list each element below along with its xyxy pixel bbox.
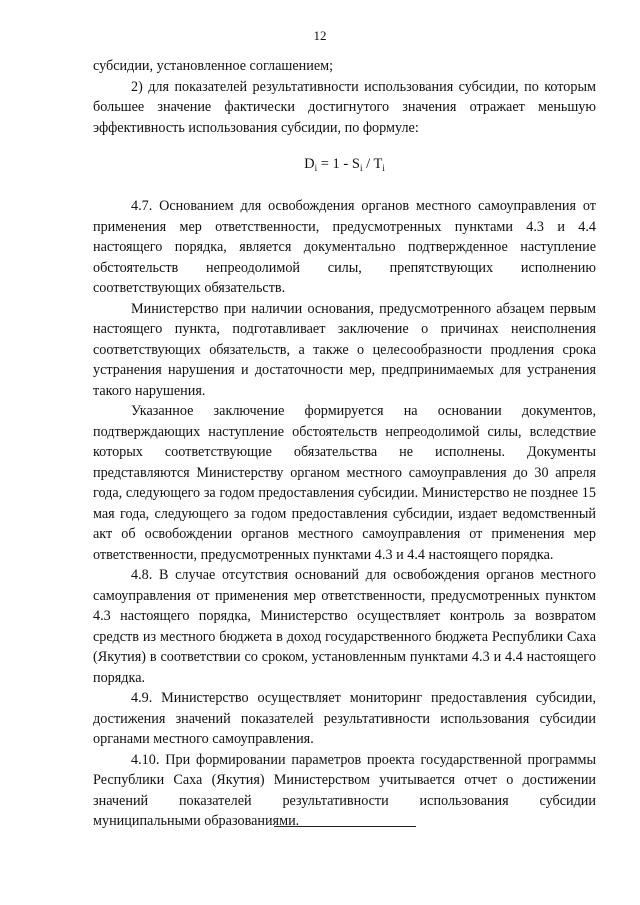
formula-t: T (373, 156, 383, 172)
formula-s-subscript: i (359, 163, 363, 173)
formula (93, 154, 596, 178)
paragraph-4-9: 4.9. Министерство осуществляет мониторинг предоставления субсидии, достижения значений показателей результативности использования субсидии органами местного самоуправления. (93, 690, 596, 747)
document-body (93, 56, 596, 832)
formula-equals: = 1 - (317, 156, 352, 172)
formula-d-subscript: i (314, 163, 318, 173)
paragraph-documents: Указанное заключение формируется на основании документов, подтверждающих наступление обстоятельств непреодолимой силы, вследствие которых соответствующие обязательства не исполнены. Документы представляются Министерству органом местного самоуправления до 30 апреля года, следующего за годом предоставления субсидии. Министерство не позднее 15 мая года, следующего за годом предоставления субсидии, издает ведомственный акт об освобождении органов местного самоуправления от применения мер ответственности, предусмотренных пунктами 4.3 и 4.4 настоящего порядка. (93, 403, 596, 563)
formula-divide: / (362, 156, 374, 172)
paragraph-ministry-conclusion: Министерство при наличии основания, предусмотренного абзацем первым настоящего пункта, подготавливает заключение о причинах неисполнения соответствующих обязательств, а также о целесообразности продления срока устранения нарушения и достаточности мер, предпринимаемых для устранения такого нарушения. (93, 300, 596, 399)
paragraph-continuation: субсидии, установленное соглашением; (93, 58, 334, 74)
paragraph-item-2: 2) для показателей результативности использования субсидии, по которым большее значение фактически достигнутого значения отражает меньшую эффективность использования субсидии, по формуле: (93, 78, 596, 136)
page-number: 12 (313, 28, 327, 43)
paragraph-4-7: 4.7. Основанием для освобождения органов местного самоуправления от применения мер ответственности, предусмотренных пунктами 4.3 и 4.4 настоящего порядка, является документально подтвержденное наступление обстоятельств непреодолимой силы, препятствующих исполнению соответствующих обязательств. (93, 198, 596, 296)
paragraph-4-8: 4.8. В случае отсутствия оснований для освобождения органов местного самоуправления от применения мер ответственности, предусмотренных пунктом 4.3 настоящего порядка, Министерство осуществляет контроль за возвратом средств из местного бюджета в доход государственного бюджета Республики Саха (Якутия) в соответствии со сроком, установленным пунктами 4.3 и 4.4 настоящего порядка. (93, 567, 596, 686)
paragraph-4-10: 4.10. При формировании параметров проекта государственной программы Республики Саха (Якутия) Министерством учитывается отчет о достижении значений показателей результативности использования субсидии муниципальными образованиями. (93, 751, 596, 829)
formula-t-subscript: i (382, 163, 385, 173)
end-separator-line (274, 826, 416, 827)
formula-d: D (304, 156, 315, 172)
formula-s: S (351, 156, 360, 172)
